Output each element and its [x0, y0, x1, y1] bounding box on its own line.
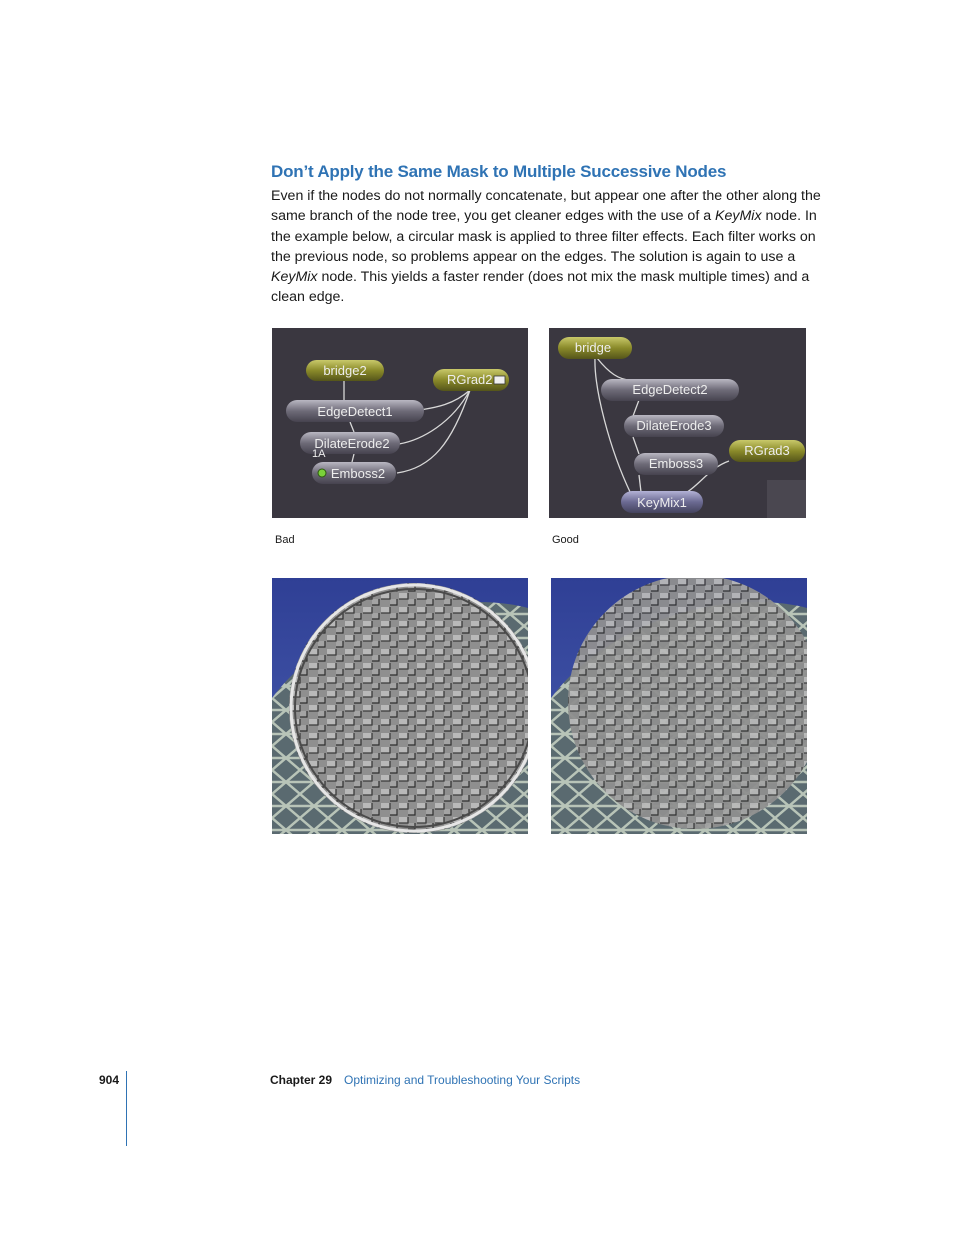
figure-caption-good: Good	[552, 534, 579, 546]
body-paragraph	[271, 186, 827, 308]
node-emboss3[interactable]	[634, 453, 718, 475]
bad-node-graph	[272, 328, 528, 518]
node-label: bridge2	[323, 363, 367, 378]
body-text: node. In the example below, a circular mask is applied to three filter effects. Each filter works on the previous node, so problems appear on the edges. The solution is again to use a	[271, 208, 817, 265]
good-node-graph	[549, 328, 806, 518]
footer-chapter-title: Optimizing and Troubleshooting Your Scripts	[344, 1073, 581, 1087]
bad-result-image	[272, 578, 528, 834]
body-text: node. This yields a faster render (does not mix the mask multiple times) and a clean edge.	[271, 269, 810, 306]
page-number: 904	[99, 1073, 120, 1087]
node-label: RGrad3	[744, 443, 790, 458]
footer-divider	[126, 1071, 127, 1146]
section-title: Don’t Apply the Same Mask to Multiple Successive Nodes	[271, 162, 727, 181]
node-bridge[interactable]	[558, 337, 632, 359]
node-label: EdgeDetect1	[317, 404, 393, 419]
channel-label: 1A	[312, 448, 326, 460]
body-emphasis: KeyMix	[715, 208, 762, 225]
node-label: DilateErode2	[314, 436, 390, 451]
node-dilateerode3[interactable]	[624, 415, 724, 437]
node-label: EdgeDetect2	[632, 382, 708, 397]
node-label: KeyMix1	[637, 495, 687, 510]
graph-background	[272, 328, 528, 518]
node-edgedetect1[interactable]	[286, 400, 424, 422]
mask-input-icon	[494, 376, 505, 384]
graph-corner-panel	[767, 480, 806, 518]
node-bridge2[interactable]	[306, 360, 384, 381]
node-emboss2[interactable]	[312, 462, 396, 484]
node-label: Emboss3	[648, 456, 704, 471]
node-label: DilateErode3	[636, 418, 712, 433]
node-keymix1[interactable]	[621, 491, 703, 513]
embossed-mask-circle	[289, 583, 528, 833]
footer-chapter: Chapter 29	[270, 1073, 333, 1087]
node-rgrad3[interactable]	[729, 440, 805, 462]
node-label: Emboss2	[330, 466, 386, 481]
node-label: RGrad2	[447, 372, 493, 387]
body-text: Even if the nodes do not normally concatenate, but appear one after the other along the same branch of the node tree, you get cleaner edges with the use of a	[271, 188, 821, 225]
good-result-image	[551, 578, 807, 834]
node-edgedetect2[interactable]	[601, 379, 739, 401]
body-emphasis: KeyMix	[271, 269, 318, 286]
node-label: bridge	[574, 340, 612, 355]
node-rgrad2[interactable]	[433, 369, 509, 391]
viewer-indicator-icon	[318, 469, 326, 477]
figure-caption-bad: Bad	[275, 534, 295, 546]
